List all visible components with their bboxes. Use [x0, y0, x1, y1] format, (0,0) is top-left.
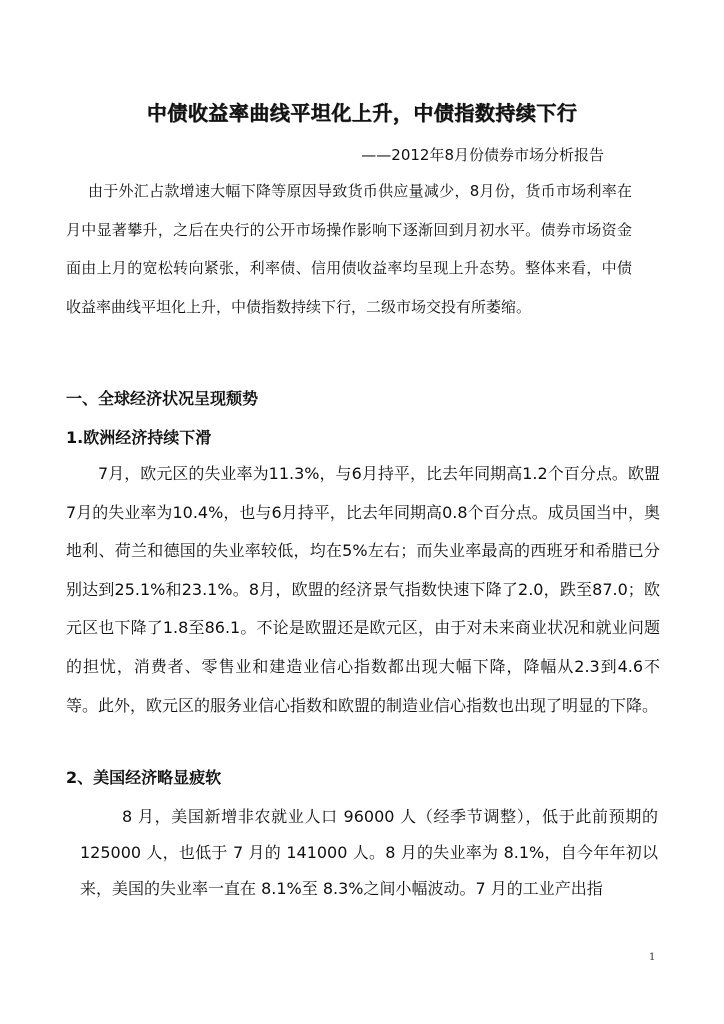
page-number: 1 [649, 952, 656, 963]
us-paragraph: 8 月，美国新增非农就业人口 96000 人（经季节调整），低于此前预期的 125000 人，也低于 7 月的 141000 人。8 月的失业率为 8.1%，自今年年初以来，美国的失业率一直在 8.1%至 8.3%之间小幅波动。7 月的工业产出指 [80, 807, 658, 898]
europe-paragraph: 7月，欧元区的失业率为11.3%，与6月持平，比去年同期高1.2个百分点。欧盟7月的失业率为10.4%，也与6月持平，比去年同期高0.8个百分点。成员国当中，奥地利、荷兰和德国的失业率较低，均在5%左右；而失业率最高的西班牙和希腊已分别达到25.1%和23.1%。8月，欧盟的经济景气指数快速下降了2.0，跌至87.0；欧元区也下降了1.8至86.1。不论是欧盟还是欧元区，由于对未来商业状况和就业问题的担忧，消费者、零售业和建造业信心指数都出现大幅下降，降幅从2.3到4.6不等。此外，欧元区的服务业信心指数和欧盟的制造业信心指数也出现了明显的下降。 [66, 464, 660, 715]
intro-paragraph: 由于外汇占款增速大幅下降等原因导致货币供应量减少，8月份，货币市场利率在月中显著攀升，之后在央行的公开市场操作影响下逐渐回到月初水平。债券市场资金面由上月的宽松转向紧张，利率债、信用债收益率均呈现上升态势。整体来看，中债收益率曲线平坦化上升，中债指数持续下行，二级市场交投有所萎缩。 [66, 182, 632, 316]
document-subtitle: ——2012年8月份债券市场分析报告 [361, 146, 604, 164]
section-heading-global-economy: 一、全球经济状况呈现颓势 [66, 389, 259, 408]
subsection-heading-europe: 1.欧洲经济持续下滑 [66, 428, 212, 447]
subsection-heading-us: 2、美国经济略显疲软 [66, 768, 222, 787]
document-title: 中债收益率曲线平坦化上升，中债指数持续下行 [146, 101, 578, 125]
